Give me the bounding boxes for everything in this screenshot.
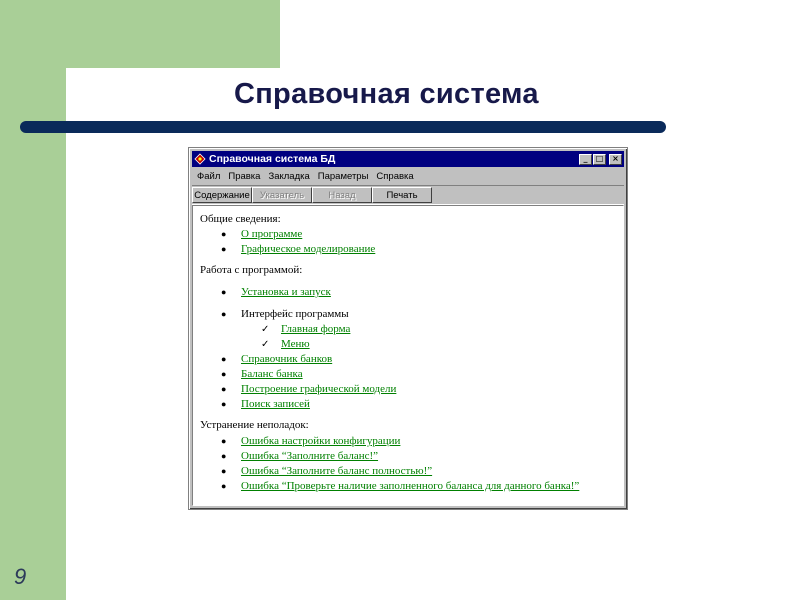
print-button[interactable]: Печать [372, 187, 432, 203]
link-build-model[interactable]: Построение графической модели [241, 383, 397, 395]
list-item [221, 398, 310, 410]
bullet-icon: ● [221, 481, 227, 491]
window-titlebar[interactable] [192, 151, 624, 167]
list-item [221, 228, 302, 240]
bullet-icon: ● [221, 244, 227, 254]
menu-help[interactable]: Справка [376, 171, 414, 182]
link-fill-balance-error[interactable]: Ошибка “Заполните баланс!” [241, 450, 379, 462]
link-bank-directory[interactable]: Справочник банков [241, 353, 333, 365]
checkmark-icon: ✓ [261, 323, 270, 335]
section-troubleshoot-heading: Устранение неполадок: [200, 419, 309, 431]
bullet-icon: ● [221, 436, 227, 446]
list-item [221, 353, 332, 365]
slide-number: 9 [14, 564, 27, 589]
menu-bar [192, 168, 624, 185]
section-work-heading: Работа с программой: [200, 264, 303, 276]
list-item [221, 435, 400, 447]
bullet-icon: ● [221, 309, 227, 319]
list-item [221, 480, 579, 492]
title-underline-bar [20, 121, 666, 133]
link-install[interactable]: Установка и запуск [241, 286, 331, 298]
index-button[interactable]: Указатель [252, 187, 312, 203]
list-item [221, 368, 303, 380]
window-title: Справочная система БД [209, 153, 336, 165]
link-menu[interactable]: Меню [281, 338, 310, 350]
bullet-icon: ● [221, 287, 227, 297]
interface-label: Интерфейс программы [241, 308, 349, 320]
link-search-records[interactable]: Поиск записей [241, 398, 310, 410]
link-fill-balance-full-error[interactable]: Ошибка “Заполните баланс полностью!” [241, 465, 433, 477]
menu-edit[interactable]: Правка [228, 171, 261, 182]
help-window [188, 147, 628, 510]
slide-title: Справочная система [234, 78, 539, 110]
back-button[interactable]: Назад [312, 187, 372, 203]
bullet-icon: ● [221, 451, 227, 461]
contents-button[interactable]: Содержание [192, 187, 252, 203]
menu-options[interactable]: Параметры [317, 171, 369, 182]
bullet-icon: ● [221, 384, 227, 394]
bullet-icon: ● [221, 229, 227, 239]
bullet-icon: ● [221, 354, 227, 364]
list-item [261, 338, 310, 350]
list-item [221, 450, 378, 462]
toolbar [192, 185, 624, 205]
list-item [221, 243, 375, 255]
close-button[interactable]: × [609, 154, 622, 165]
maximize-button[interactable]: □ [593, 154, 606, 165]
list-item [261, 323, 350, 335]
list-item [221, 308, 349, 320]
bullet-icon: ● [221, 369, 227, 379]
menu-bookmark[interactable]: Закладка [268, 171, 310, 182]
link-check-balance-error[interactable]: Ошибка “Проверьте наличие заполненного баланса для данного банка!” [241, 480, 580, 492]
list-item [221, 286, 331, 298]
app-icon[interactable] [194, 153, 206, 165]
checkmark-icon: ✓ [261, 338, 270, 350]
link-about[interactable]: О программе [241, 228, 303, 240]
link-graphic-modeling[interactable]: Графическое моделирование [241, 243, 376, 255]
minimize-button[interactable]: _ [579, 154, 592, 165]
link-config-error[interactable]: Ошибка настройки конфигурации [241, 435, 401, 447]
list-item [221, 383, 396, 395]
top-decor-band [66, 0, 280, 68]
section-general-heading: Общие сведения: [200, 213, 281, 225]
link-bank-balance[interactable]: Баланс банка [241, 368, 303, 380]
bullet-icon: ● [221, 399, 227, 409]
list-item [221, 465, 432, 477]
help-content [192, 205, 624, 506]
bullet-icon: ● [221, 466, 227, 476]
menu-file[interactable]: Файл [197, 171, 221, 182]
link-main-form[interactable]: Главная форма [281, 323, 351, 335]
left-decor-band [0, 0, 66, 600]
